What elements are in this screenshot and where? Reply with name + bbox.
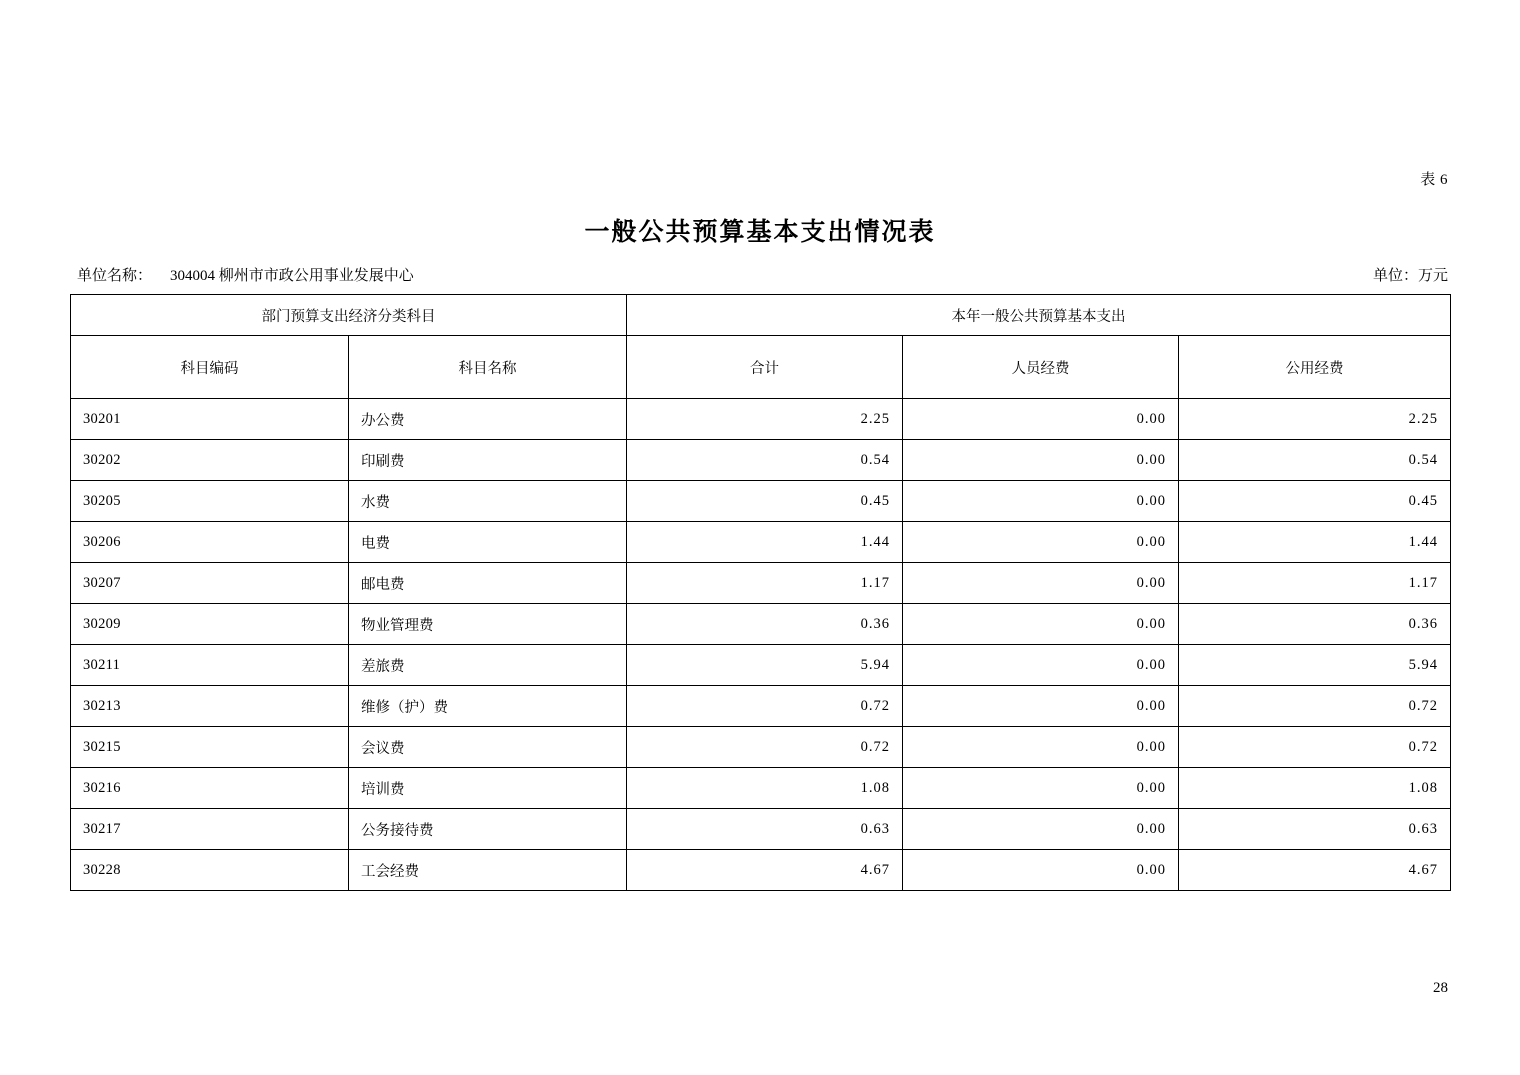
table-row	[71, 645, 1451, 686]
cell-total: 0.72	[627, 727, 903, 768]
column-header-public: 公用经费	[1179, 336, 1451, 399]
cell-personnel: 0.00	[903, 686, 1179, 727]
table-group-header-row	[71, 295, 1451, 336]
cell-personnel: 0.00	[903, 563, 1179, 604]
amount-unit: 单位：万元	[1372, 268, 1448, 284]
cell-name: 邮电费	[349, 563, 627, 604]
unit-name	[77, 264, 414, 285]
cell-personnel: 0.00	[903, 604, 1179, 645]
table-row	[71, 604, 1451, 645]
budget-table	[70, 294, 1451, 891]
cell-personnel: 0.00	[903, 440, 1179, 481]
cell-public: 4.67	[1179, 850, 1451, 891]
cell-code: 30213	[71, 686, 349, 727]
cell-name: 印刷费	[349, 440, 627, 481]
cell-name: 公务接待费	[349, 809, 627, 850]
table-row	[71, 481, 1451, 522]
cell-code: 30202	[71, 440, 349, 481]
cell-personnel: 0.00	[903, 727, 1179, 768]
cell-public: 0.45	[1179, 481, 1451, 522]
cell-total: 5.94	[627, 645, 903, 686]
cell-total: 0.63	[627, 809, 903, 850]
cell-personnel: 0.00	[903, 399, 1179, 440]
cell-public: 0.72	[1179, 686, 1451, 727]
cell-code: 30217	[71, 809, 349, 850]
table-row	[71, 563, 1451, 604]
unit-name-value: 304004 柳州市市政公用事业发展中心	[170, 268, 414, 284]
column-header-code: 科目编码	[71, 336, 349, 399]
cell-personnel: 0.00	[903, 850, 1179, 891]
cell-total: 0.45	[627, 481, 903, 522]
cell-name: 差旅费	[349, 645, 627, 686]
cell-personnel: 0.00	[903, 809, 1179, 850]
column-header-total: 合计	[627, 336, 903, 399]
cell-total: 0.72	[627, 686, 903, 727]
cell-name: 会议费	[349, 727, 627, 768]
table-row	[71, 727, 1451, 768]
cell-name: 水费	[349, 481, 627, 522]
table-column-header-row	[71, 336, 1451, 399]
cell-name: 工会经费	[349, 850, 627, 891]
cell-personnel: 0.00	[903, 768, 1179, 809]
cell-total: 0.54	[627, 440, 903, 481]
table-row	[71, 440, 1451, 481]
table-row	[71, 809, 1451, 850]
cell-code: 30206	[71, 522, 349, 563]
cell-total: 1.17	[627, 563, 903, 604]
cell-personnel: 0.00	[903, 481, 1179, 522]
cell-code: 30216	[71, 768, 349, 809]
cell-public: 2.25	[1179, 399, 1451, 440]
cell-code: 30211	[71, 645, 349, 686]
cell-name: 维修（护）费	[349, 686, 627, 727]
cell-name: 培训费	[349, 768, 627, 809]
cell-name: 物业管理费	[349, 604, 627, 645]
cell-total: 4.67	[627, 850, 903, 891]
cell-public: 1.17	[1179, 563, 1451, 604]
table-row	[71, 522, 1451, 563]
cell-code: 30228	[71, 850, 349, 891]
table-row	[71, 686, 1451, 727]
cell-total: 2.25	[627, 399, 903, 440]
cell-code: 30205	[71, 481, 349, 522]
column-header-personnel: 人员经费	[903, 336, 1179, 399]
cell-public: 1.08	[1179, 768, 1451, 809]
cell-total: 0.36	[627, 604, 903, 645]
table-row	[71, 768, 1451, 809]
cell-public: 0.36	[1179, 604, 1451, 645]
cell-public: 5.94	[1179, 645, 1451, 686]
table-row	[71, 850, 1451, 891]
cell-personnel: 0.00	[903, 522, 1179, 563]
cell-public: 1.44	[1179, 522, 1451, 563]
column-header-name: 科目名称	[349, 336, 627, 399]
meta-row	[72, 264, 1448, 286]
cell-personnel: 0.00	[903, 645, 1179, 686]
cell-code: 30207	[71, 563, 349, 604]
cell-name: 办公费	[349, 399, 627, 440]
cell-name: 电费	[349, 522, 627, 563]
cell-total: 1.08	[627, 768, 903, 809]
group-header-left: 部门预算支出经济分类科目	[71, 295, 627, 336]
page-title: 一般公共预算基本支出情况表	[584, 219, 936, 246]
unit-name-label: 单位名称：	[77, 268, 153, 284]
cell-code: 30215	[71, 727, 349, 768]
page-number: 28	[1433, 980, 1448, 996]
cell-public: 0.54	[1179, 440, 1451, 481]
cell-code: 30209	[71, 604, 349, 645]
table-label: 表 6	[1420, 172, 1448, 188]
cell-public: 0.63	[1179, 809, 1451, 850]
cell-code: 30201	[71, 399, 349, 440]
cell-public: 0.72	[1179, 727, 1451, 768]
cell-total: 1.44	[627, 522, 903, 563]
group-header-right: 本年一般公共预算基本支出	[627, 295, 1451, 336]
table-row	[71, 399, 1451, 440]
